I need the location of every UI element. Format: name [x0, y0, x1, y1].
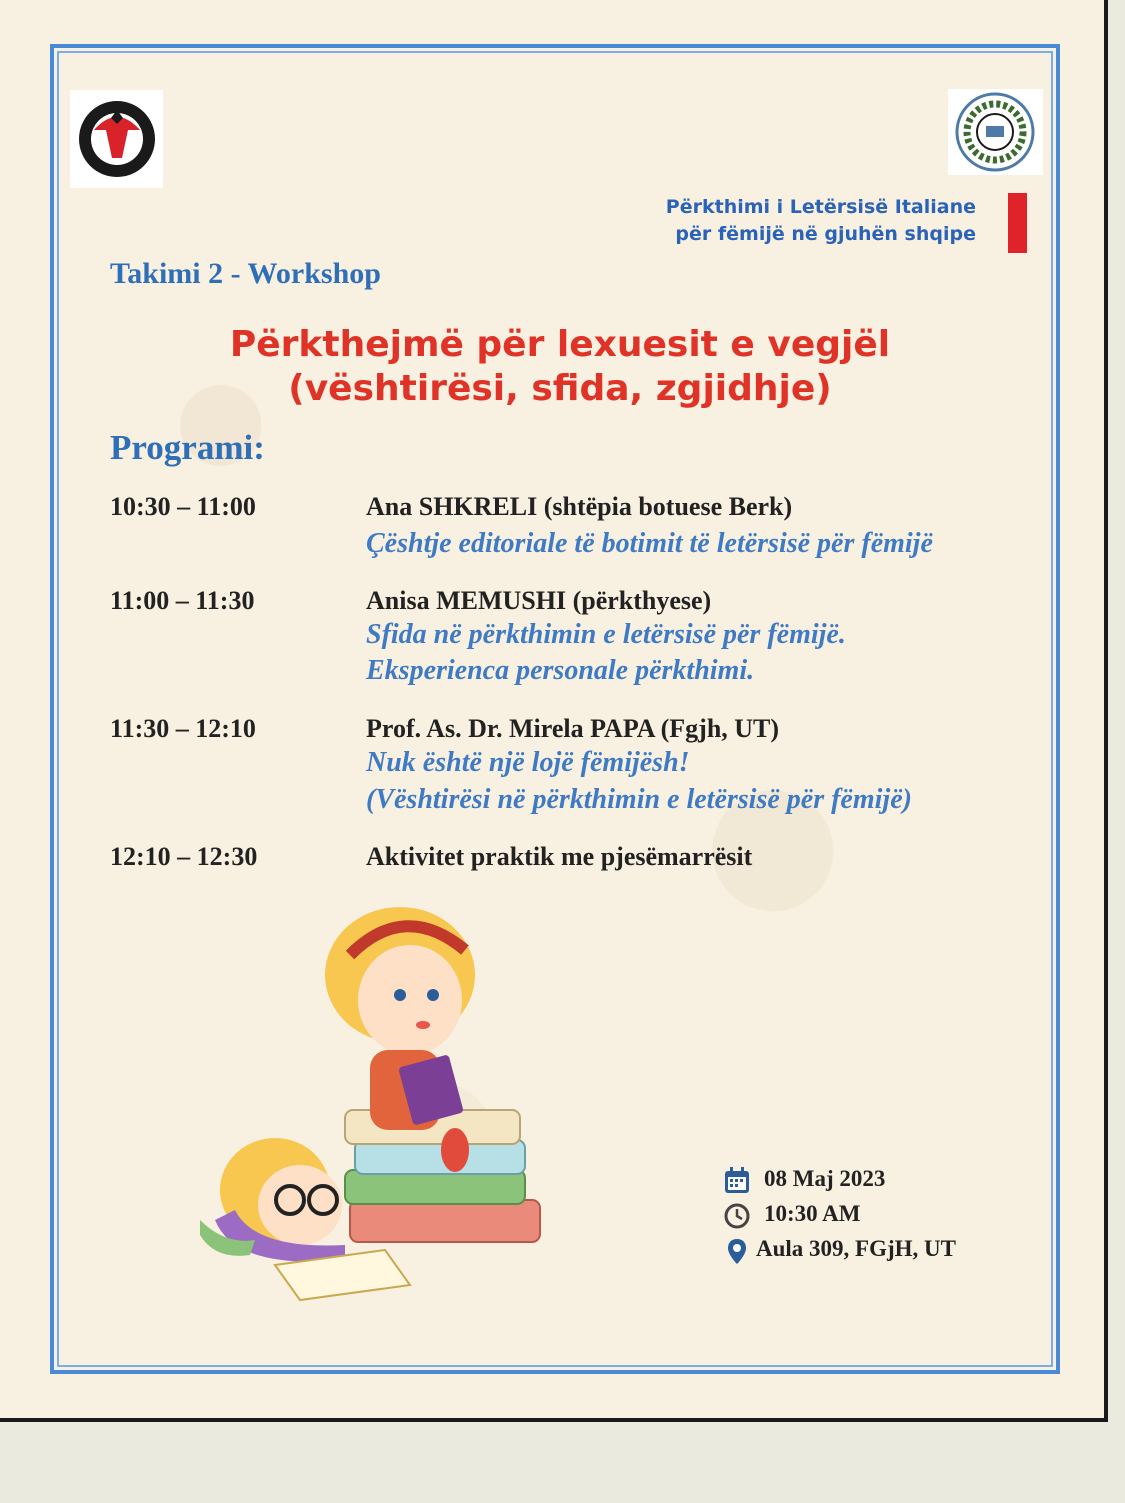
session-speaker: Prof. As. Dr. Mirela PAPA (Fgjh, UT): [366, 714, 780, 743]
session-time: 11:30 – 12:10: [110, 714, 256, 743]
calendar-icon: [722, 1166, 752, 1196]
workshop-title: [120, 323, 1000, 411]
book-stack: [345, 1110, 540, 1242]
program-heading: Programi:: [110, 428, 265, 467]
meeting-label: Takimi 2 - Workshop: [110, 257, 381, 290]
session-speaker: Aktivitet praktik me pjesëmarrësit: [366, 842, 753, 871]
project-title: [666, 194, 976, 248]
university-logo-icon: [70, 90, 163, 188]
session-time: 11:00 – 11:30: [110, 586, 255, 615]
event-location: Aula 309, FGjH, UT: [756, 1236, 956, 1261]
project-title-line-2: për fëmijë në gjuhën shqipe: [675, 223, 976, 245]
session-time: 10:30 – 11:00: [110, 492, 256, 521]
event-date: 08 Maj 2023: [764, 1166, 886, 1191]
session-topic: Nuk është një lojë fëmijësh!: [366, 747, 690, 778]
session-speaker: Ana SHKRELI (shtëpia botuese Berk): [366, 492, 793, 521]
session-topic: (Vështirësi në përkthimin e letërsisë për fëmijë): [366, 784, 912, 815]
clock-icon: [722, 1201, 752, 1231]
location-pin-icon: [722, 1236, 752, 1266]
children-reading-illustration: [195, 900, 565, 1310]
session-topic: Eksperienca personale përkthimi.: [366, 655, 755, 686]
event-time: 10:30 AM: [764, 1201, 861, 1226]
project-title-line-1: Përkthimi i Letërsisë Italiane: [665, 196, 976, 218]
workshop-title-line-1: Përkthejmë për lexuesit e vegjël: [229, 324, 891, 365]
workshop-title-line-2: (vështirësi, sfida, zgjidhje): [288, 368, 832, 409]
session-topic: Sfida në përkthimin e letërsisë për fëmijë.: [366, 619, 846, 650]
faculty-seal: [948, 89, 1043, 175]
accent-bar: [1008, 193, 1027, 253]
session-speaker: Anisa MEMUSHI (përkthyese): [366, 586, 712, 615]
university-logo: [70, 90, 163, 188]
faculty-seal-icon: [948, 89, 1043, 175]
session-time: 12:10 – 12:30: [110, 842, 258, 871]
session-topic: Çështje editoriale të botimit të letërsisë për fëmijë: [366, 528, 933, 559]
